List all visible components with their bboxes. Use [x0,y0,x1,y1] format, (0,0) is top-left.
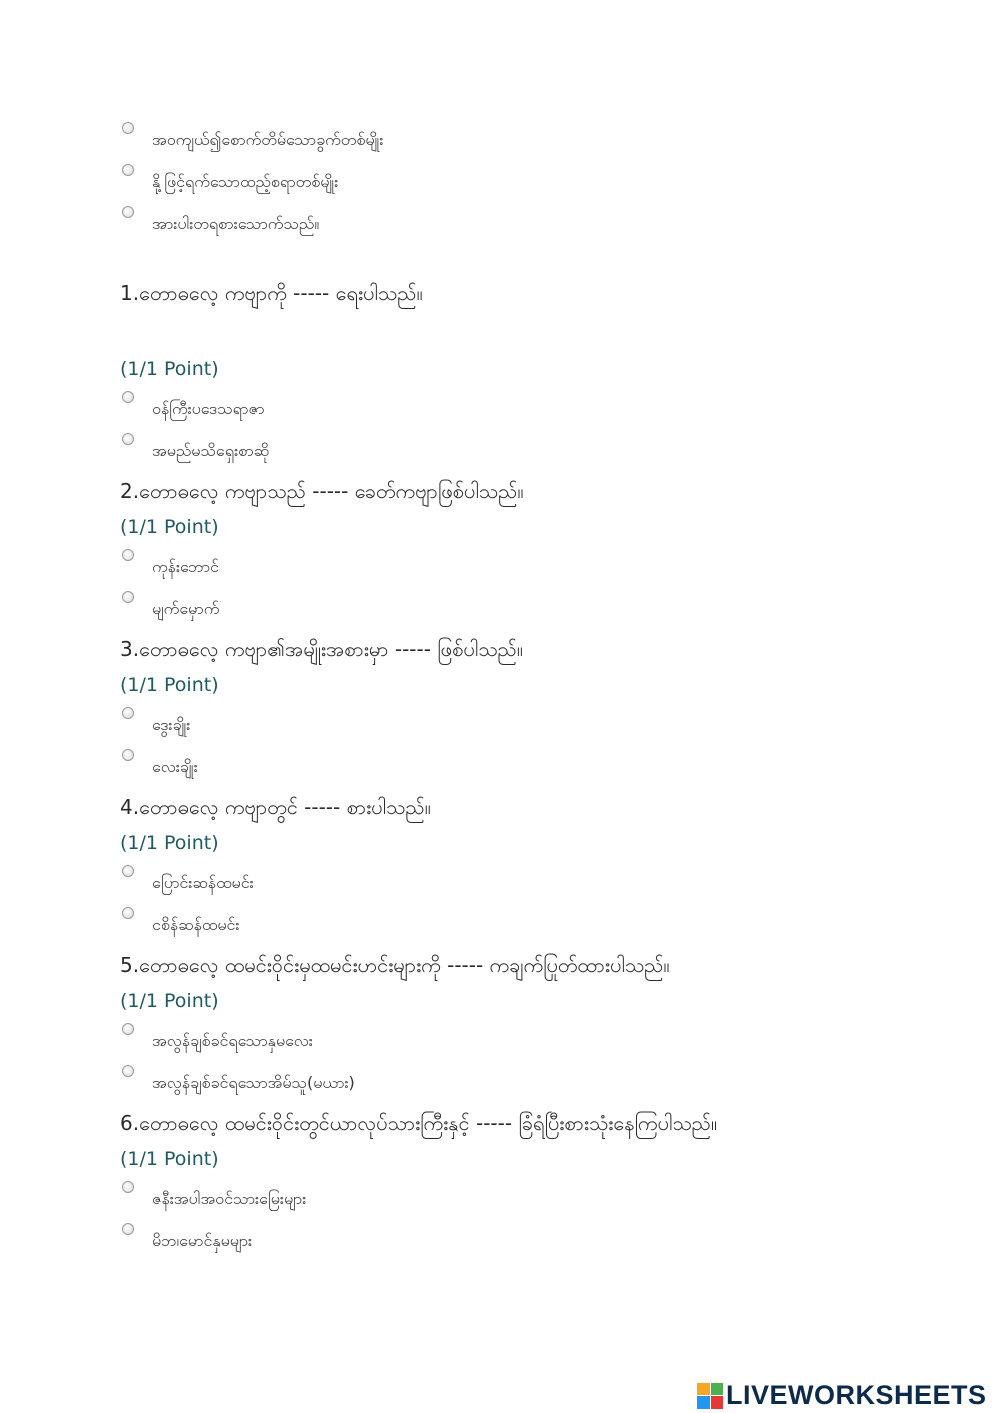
liveworksheets-logo-icon [697,1383,723,1409]
question-2-option-1[interactable] [122,555,219,577]
intro-option-1[interactable] [122,128,383,150]
option-label: မျက်မှောက် [152,599,220,618]
option-label: ဒွေးချိုး [152,715,191,734]
radio-button[interactable] [122,1065,134,1077]
option-label: အလွန်ချစ်ခင်ရသောအိမ်သူ(မယား) [152,1073,355,1092]
question-5-text: 5.တောဓလေ့ ထမင်းဝိုင်းမှထမင်းဟင်းများကို ----- ကချက်ပြုတ်ထားပါသည်။ [120,953,670,977]
brand-name: LIVEWORKSHEETS [726,1380,987,1410]
radio-button[interactable] [122,907,134,919]
option-label: မိဘ၊မောင်နှမများ [152,1231,253,1250]
radio-button[interactable] [122,164,134,176]
question-2-points: (1/1 Point) [120,516,219,538]
option-label: ကုန်းဘောင် [152,557,219,576]
radio-button[interactable] [122,1023,134,1035]
radio-button[interactable] [122,391,134,403]
question-4-points: (1/1 Point) [120,832,219,854]
option-label: အမည်မသိရှေးစာဆို [152,441,270,460]
question-3-option-1[interactable] [122,713,190,735]
intro-option-3[interactable] [122,212,319,234]
question-3-option-2[interactable] [122,755,198,777]
option-label: ငစိန်ဆန်ထမင်း [152,915,240,934]
option-label: လေးချိုး [152,757,198,776]
radio-button[interactable] [122,591,134,603]
question-1-option-1[interactable] [122,397,265,419]
question-5-points: (1/1 Point) [120,990,219,1012]
intro-option-2[interactable] [122,170,338,192]
question-6-option-2[interactable] [122,1229,252,1251]
radio-button[interactable] [122,865,134,877]
question-6-points: (1/1 Point) [120,1148,219,1170]
question-1-points: (1/1 Point) [120,358,219,380]
question-2-option-2[interactable] [122,597,219,619]
radio-button[interactable] [122,433,134,445]
liveworksheets-logo [697,1380,987,1411]
question-3-text: 3.တောဓလေ့ ကဗျာ၏အမျိုးအစားမှာ ----- ဖြစ်ပါသည်။ [120,637,523,661]
question-4-option-2[interactable] [122,913,239,935]
question-1-text: 1.တောဓလေ့ ကဗျာကို ----- ရေးပါသည်။ [120,281,423,305]
radio-button[interactable] [122,707,134,719]
radio-button[interactable] [122,1223,134,1235]
question-1-option-2[interactable] [122,439,269,461]
option-label: ဝန်ကြီးပဒေသရာဇာ [152,399,265,418]
radio-button[interactable] [122,549,134,561]
question-5-option-1[interactable] [122,1029,313,1051]
radio-button[interactable] [122,206,134,218]
option-label: ပြောင်းဆန်ထမင်း [152,873,254,892]
question-3-points: (1/1 Point) [120,674,219,696]
radio-button[interactable] [122,749,134,761]
radio-button[interactable] [122,1181,134,1193]
question-5-option-2[interactable] [122,1071,355,1093]
option-label: ဇနီးအပါအဝင်သားမြေးများ [152,1189,307,1208]
option-label: အားပါးတရစားသောက်သည်။ [152,214,320,233]
question-4-option-1[interactable] [122,871,254,893]
option-label: အလွန်ချစ်ခင်ရသောနှမလေး [152,1031,313,1050]
question-6-option-1[interactable] [122,1187,306,1209]
question-6-text: 6.တောဓလေ့ ထမင်းဝိုင်းတွင်ယာလုပ်သားကြီးနှင့် ----- ခြံရံပြီးစားသုံးနေကြပါသည်။ [120,1111,718,1135]
option-label: နို့ဖြင့်ရက်သောထည့်စရာတစ်မျိုး [152,172,339,191]
option-label: အဝကျယ်၍စောက်တိမ်သောခွက်တစ်မျိုး [152,130,384,149]
question-2-text: 2.တောဓလေ့ ကဗျာသည် ----- ခေတ်ကဗျာဖြစ်ပါသည်။ [120,479,524,503]
radio-button[interactable] [122,122,134,134]
question-4-text: 4.တောဓလေ့ ကဗျာတွင် ----- စားပါသည်။ [120,795,431,819]
